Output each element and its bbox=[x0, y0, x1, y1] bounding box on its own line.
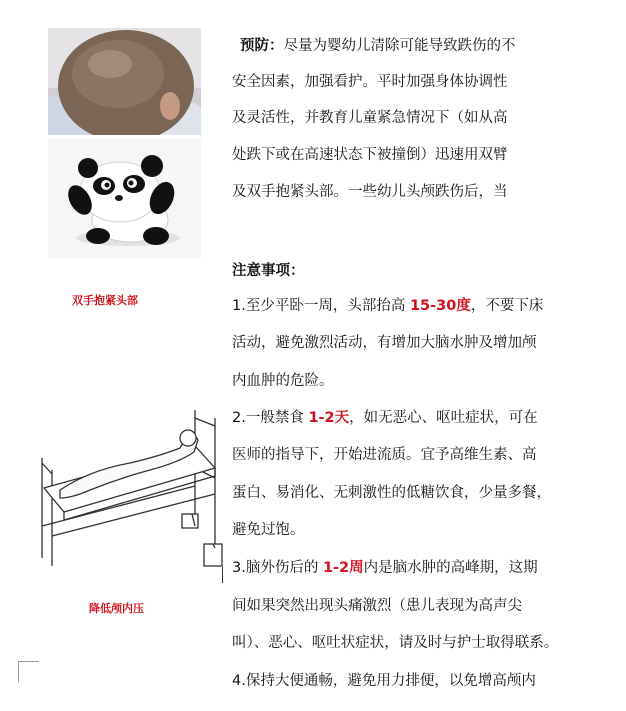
prevention-line-1: 预防：尽量为婴幼儿清除可能导致跌伤的不 bbox=[240, 38, 516, 54]
note-2-line-4: 避免过饱。 bbox=[232, 522, 305, 538]
note-3-line-1: 3.脑外伤后的 1-2周内是脑水肿的高峰期，这期 bbox=[232, 560, 538, 576]
note-3-line-2: 间如果突然出现头痛激烈（患儿表现为高声尖 bbox=[232, 598, 522, 614]
note-1-line-3: 内血肿的危险。 bbox=[232, 373, 334, 389]
note-3-highlight: 1-2周 bbox=[322, 560, 364, 576]
page-corner-mark bbox=[18, 661, 39, 682]
notes-heading: 注意事项： bbox=[232, 263, 305, 279]
panda-illustration bbox=[48, 138, 201, 258]
prevention-heading: 预防： bbox=[240, 38, 284, 54]
text-column bbox=[232, 0, 592, 711]
prevention-line-5: 及双手抱紧头部。一些幼儿头颅跌伤后，当 bbox=[232, 184, 508, 200]
note-2-line-2: 医师的指导下，开始进流质。宜予高维生素、高 bbox=[232, 447, 537, 463]
note-1-highlight: 15-30度 bbox=[409, 298, 471, 314]
prevention-line-3: 及灵活性，并教育儿童紧急情况下（如从高 bbox=[232, 110, 508, 126]
text-cursor bbox=[222, 567, 223, 583]
note-2-line-3: 蛋白、易消化、无刺激性的低糖饮食，少量多餐， bbox=[232, 485, 551, 501]
caption-reduce-pressure: 降低颅内压 bbox=[89, 602, 144, 615]
baby-head-photo bbox=[48, 28, 201, 135]
bed-illustration bbox=[30, 408, 225, 588]
caption-hold-head: 双手抱紧头部 bbox=[72, 294, 138, 307]
note-2-highlight: 1-2天 bbox=[308, 410, 350, 426]
note-3-line-3: 叫）、恶心、呕吐状症状，请及时与护士取得联系。 bbox=[232, 635, 559, 651]
note-4-line-1: 4.保持大便通畅，避免用力排便，以免增高颅内 bbox=[232, 673, 536, 689]
note-1-line-2: 活动，避免激烈活动，有增加大脑水肿及增加颅 bbox=[232, 335, 537, 351]
note-2-line-1: 2.一般禁食 1-2天，如无恶心、呕吐症状，可在 bbox=[232, 410, 538, 426]
prevention-line-4: 处跌下或在高速状态下被撞倒）迅速用双臂 bbox=[232, 147, 508, 163]
prevention-line-2: 安全因素，加强看护。平时加强身体协调性 bbox=[232, 74, 508, 90]
note-1-line-1: 1.至少平卧一周，头部抬高 15-30度，不要下床 bbox=[232, 298, 544, 314]
